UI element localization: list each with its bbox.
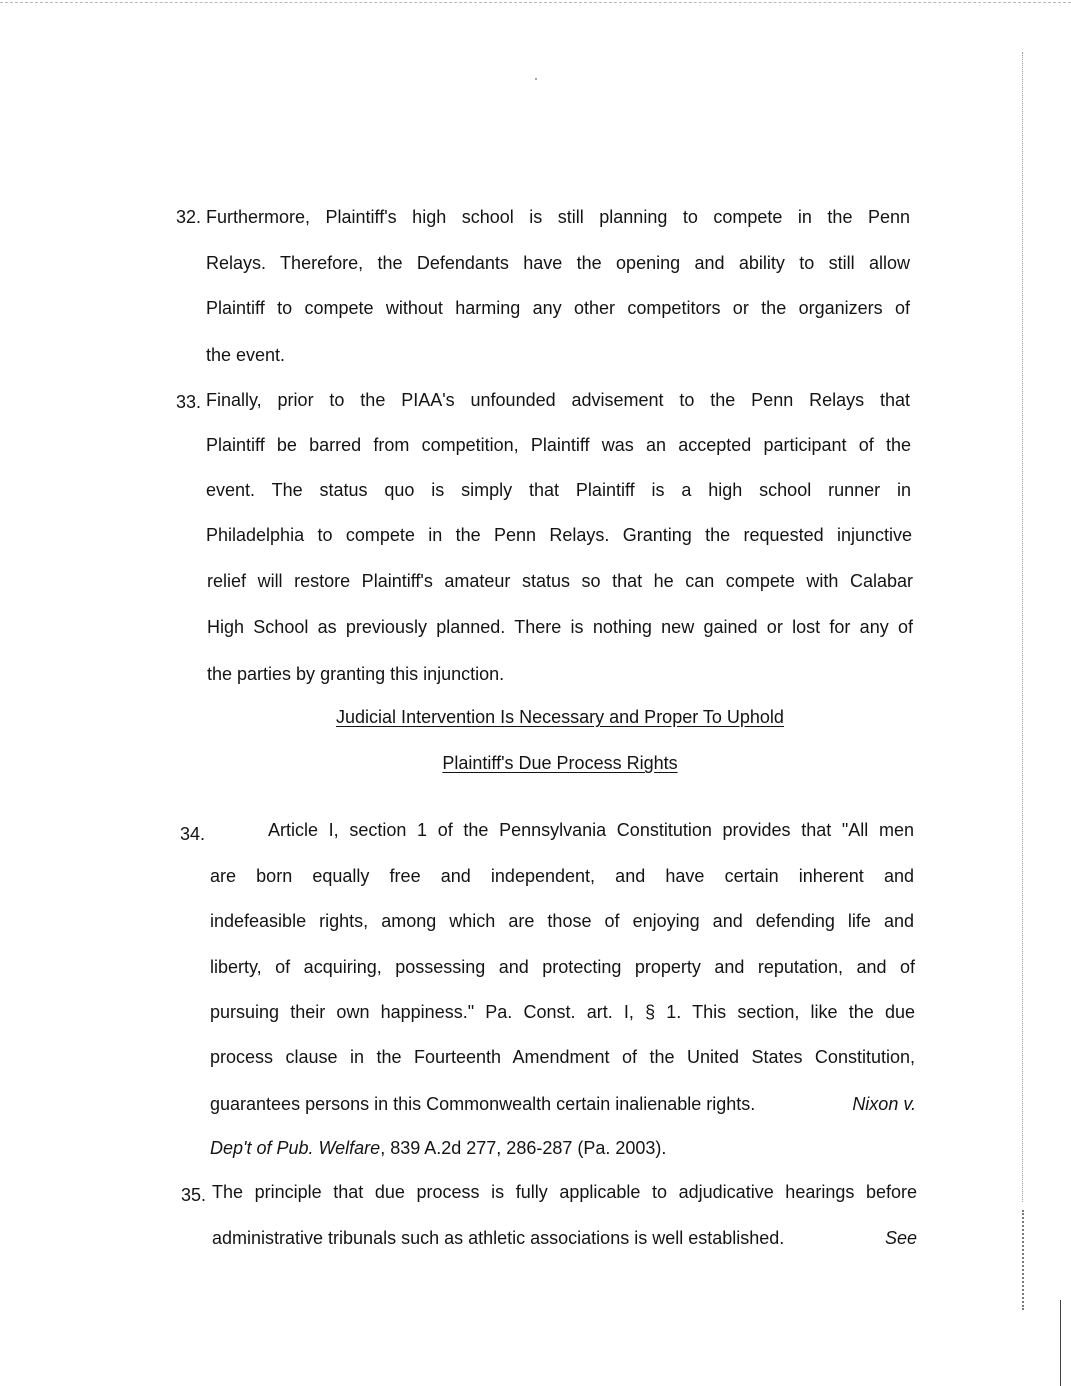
scan-edge-right — [1022, 52, 1023, 1202]
paragraph-34-line-8 — [210, 1137, 666, 1159]
section-heading-line-2: Plaintiff's Due Process Rights — [442, 753, 678, 773]
citation-case-name-part-1: Nixon v. — [852, 1094, 916, 1114]
paragraph-33-line-2: Plaintiff be barred from competition, Plaintiff was an accepted participant of the — [206, 435, 911, 455]
paragraph-32-number: 32. — [176, 207, 202, 227]
paragraph-35-line-2 — [212, 1227, 917, 1249]
scan-speck — [535, 78, 537, 80]
paragraph-35-line-2-text: administrative tribunals such as athletic associations is well established. — [212, 1228, 785, 1248]
paragraph-34-line-6: process clause in the Fourteenth Amendment of the United States Constitution, — [210, 1047, 915, 1067]
paragraph-32-line-4: the event. — [206, 345, 286, 365]
paragraph-32-line-2: Relays. Therefore, the Defendants have the opening and ability to still allow — [206, 253, 910, 273]
paragraph-33-line-3: event. The status quo is simply that Plaintiff is a high school runner in — [206, 480, 911, 500]
paragraph-33-line-7: the parties by granting this injunction. — [207, 664, 505, 684]
citation-signal: See — [884, 1228, 917, 1248]
paragraph-34-line-7 — [210, 1093, 916, 1115]
paragraph-34-line-5: pursuing their own happiness." Pa. Const. art. I, § 1. This section, like the due — [210, 1002, 915, 1022]
paragraph-34-line-7-text: guarantees persons in this Commonwealth certain inalienable rights. — [210, 1094, 756, 1114]
paragraph-34-line-2: are born equally free and independent, and have certain inherent and — [210, 866, 914, 886]
paragraph-34-line-3: indefeasible rights, among which are those of enjoying and defending life and — [210, 911, 914, 931]
paragraph-35-line-1: The principle that due process is fully applicable to adjudicative hearings before — [212, 1182, 917, 1202]
paragraph-34-line-4: liberty, of acquiring, possessing and protecting property and reputation, and of — [210, 957, 915, 977]
paragraph-34-line-1: Article I, section 1 of the Pennsylvania Constitution provides that "All men — [268, 820, 914, 840]
scan-edge-far-right — [1060, 1300, 1061, 1386]
paragraph-32-line-3: Plaintiff to compete without harming any other competitors or the organizers of — [206, 298, 910, 318]
scan-edge-top — [0, 2, 1071, 3]
paragraph-33-line-4: Philadelphia to compete in the Penn Relays. Granting the requested injunctive — [206, 525, 912, 545]
section-heading-line-1: Judicial Intervention Is Necessary and Proper To Uphold — [336, 707, 784, 727]
paragraph-32-line-1: Furthermore, Plaintiff's high school is still planning to compete in the Penn — [206, 207, 910, 227]
citation-reporter: , 839 A.2d 277, 286-287 (Pa. 2003). — [380, 1138, 667, 1158]
paragraph-33-number: 33. — [176, 392, 202, 412]
paragraph-33-line-6: High School as previously planned. There is nothing new gained or lost for any of — [207, 617, 913, 637]
paragraph-33-line-5: relief will restore Plaintiff's amateur status so that he can compete with Calabar — [207, 571, 913, 591]
paragraph-35-number: 35. — [181, 1185, 207, 1205]
citation-case-name-part-2: Dep't of Pub. Welfare — [210, 1138, 381, 1158]
scan-edge-right-lower — [1022, 1210, 1024, 1310]
paragraph-33-line-1: Finally, prior to the PIAA's unfounded advisement to the Penn Relays that — [206, 390, 910, 410]
paragraph-34-number: 34. — [180, 824, 206, 844]
